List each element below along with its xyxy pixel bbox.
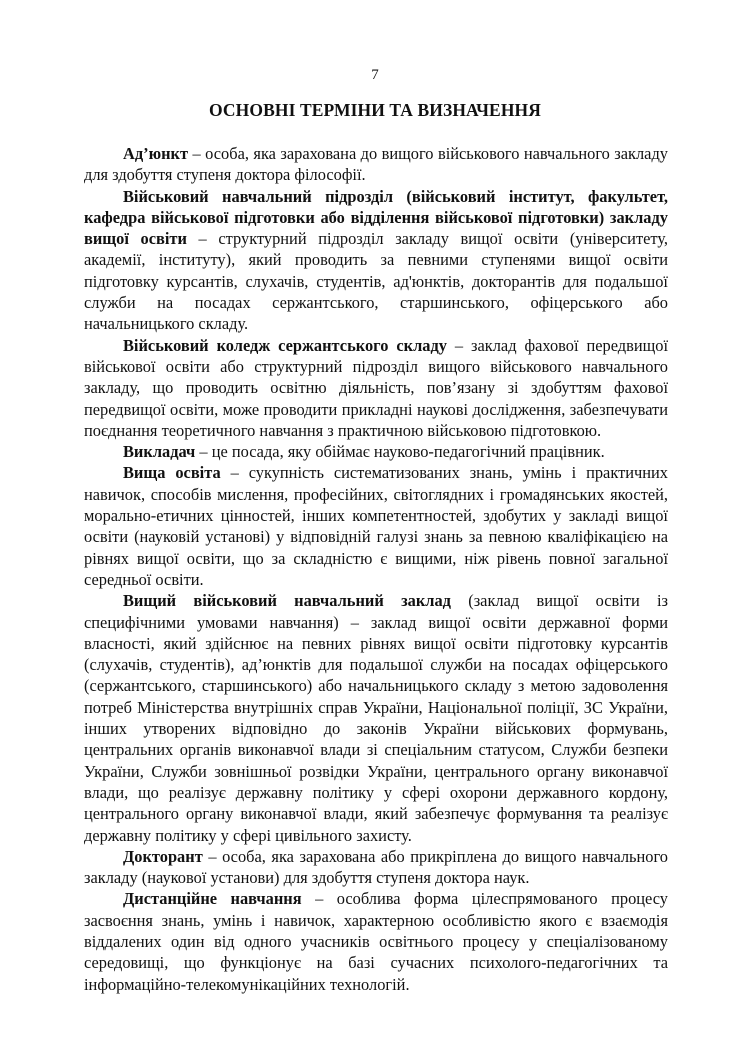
- definition-paragraph: [84, 590, 668, 846]
- definition-paragraph: [84, 888, 668, 994]
- page-number: 7: [371, 67, 379, 83]
- definition-paragraph: [84, 462, 668, 590]
- definition-text: – структурний підрозділ закладу вищої освіти (університету, академії, інституту), який проводить за певними ступенями вищої освіти підготовку курсантів, слухачів, студентів, ад'юнктів, докторантів для подальшої служби на посадах сержантського, старшинського, офіцерського або начальницького складу.: [84, 229, 668, 334]
- definition-text: – сукупність систематизованих знань, умінь і практичних навичок, способів мислення, професійних, світоглядних і громадянських якостей, морально-етичних цінностей, інших компетентностей, здобутих у закладі вищої освіти (науковій установі) у відповідній галузі знань за певною кваліфікацією на рівнях вищої освіти, що за складністю є вищими, ніж рівень повної загальної середньої освіти.: [84, 463, 668, 589]
- definition-term: Вищий військовий навчальний заклад: [123, 591, 451, 611]
- definition-term: Ад’юнкт: [123, 144, 189, 163]
- definition-text: – особа, яка зарахована до вищого військового навчального закладу для здобуття ступеня доктора філософії.: [84, 144, 668, 185]
- definitions-list: [84, 143, 668, 995]
- definition-term: Докторант: [123, 846, 203, 866]
- definition-text: – заклад фахової передвищої військової освіти або структурний підрозділ вищого військового навчального закладу, що проводить освітню діяльність, пов’язану зі здобуттям фахової передвищої освіти, може проводити прикладні наукові дослідження, забезпечувати поєднання теоретичного навчання з практичною військовою підготовкою.: [84, 335, 669, 440]
- definition-paragraph: [84, 441, 668, 462]
- definition-paragraph: [84, 846, 668, 889]
- definition-term: Військовий навчальний підрозділ (військовий інститут, факультет, кафедра військової підготовки або відділення військової підготовки) закладу вищої освіти: [84, 186, 668, 249]
- definition-paragraph: [84, 335, 668, 441]
- page-title: ОСНОВНІ ТЕРМІНИ ТА ВИЗНАЧЕННЯ: [209, 100, 541, 120]
- definition-text: (заклад вищої освіти із специфічними умовами навчання) – заклад вищої освіти державної форми власності, який здійснює на певних рівнях вищої освіти підготовку курсантів (слухачів, студентів), ад’юнктів для подальшої служби на посадах офіцерського (сержантського, старшинського) або начальницького складу з метою задоволення потреб Міністерства внутрішніх справ України, Національної поліції, ЗС України, інших утворених відповідно до законів України військових формувань, центральних органів виконавчої влади зі спеціальним статусом, Служби безпеки України, Служби зовнішньої розвідки України, центрального органу виконавчої влади, що реалізує державну політику у сфері охорони державного кордону, центрального органу виконавчої влади, який забезпечує формування та реалізує державну політику у сфері цивільного захисту.: [84, 591, 668, 845]
- definition-text: – особа, яка зарахована або прикріплена до вищого навчального закладу (наукової установи) для здобуття ступеня доктора наук.: [84, 846, 668, 888]
- definition-paragraph: [84, 143, 668, 186]
- definition-term: Вища освіта: [123, 463, 221, 483]
- definition-text: – це посада, яку обіймає науково-педагогічний працівник.: [195, 442, 605, 462]
- definition-term: Викладач: [123, 442, 196, 462]
- definition-term: Дистанційне навчання: [123, 889, 302, 909]
- definition-paragraph: [84, 186, 668, 335]
- definition-term: Військовий коледж сержантського складу: [123, 335, 447, 355]
- definition-text: – особлива форма цілеспрямованого процесу засвоєння знань, умінь і навичок, характерною особливістю якого є взаємодія віддалених один від одного учасників освітнього процесу у спеціалізованому середовищі, що функціонує на базі сучасних психолого-педагогічних та інформаційно-телекомунікаційних технологій.: [84, 889, 668, 994]
